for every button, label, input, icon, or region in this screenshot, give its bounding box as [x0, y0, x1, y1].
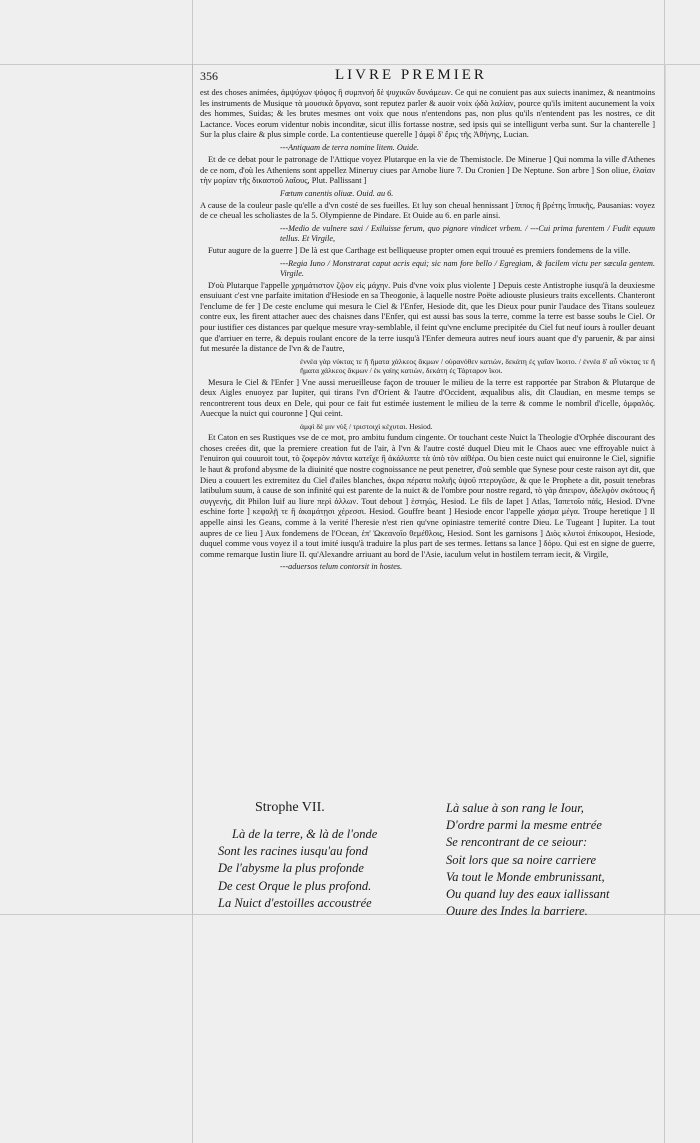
page-header	[200, 67, 658, 87]
paragraph: Et de ce debat pour le patronage de l'Attique voyez Plutarque en la vie de Themistocle. De Minerue ] Qui nomma la ville d'Athenes de ce nom, d'où les Atheniens sont appellez Mineruy ciues par Arnobe liure 7. Du Cronien ] De Neptune. Son arbre ] Son oliue, ἐλαίαν τὴν μορίαν τῆς δικαστοῦ λαΐους, Plut. Pallissant ]	[200, 154, 655, 186]
verse-line: Ouure des Indes la barriere.	[446, 904, 588, 919]
running-head: LIVRE PREMIER	[335, 67, 487, 83]
quotation: ---aduersos telum contorsit in hostes.	[280, 562, 403, 572]
verse-line: D'ordre parmi la mesme entrée	[446, 818, 602, 833]
paragraph: est des choses animées, ἀμψύχων ψόφος ἢ συμπνοή δὲ ψυχικῶν δυνάμεων. Ce qui ne conuient pas aux suiects inanimez, & neantmoins les instruments de Musique τὰ μουσικὰ ὄργανα, sont reputez parler & auoir voix ᾠδὰ λαλίαν, pource qu'ils imitent aucunement la voix des hommes, Suidas; & les brutes mesmes ont voix que nous n'entendons pas, non plus qu'ils n'entendent pas les nostres, ce dit Lactance. Voces eorum videntur nobis inconditæ, sicut illis fortasse nostræ, sed ipsis qui se intelligunt verba sunt. Sur la chanterelle ] Sur la plus claire & plus simple corde. La contentieuse querelle ] ἀμφὶ δ' ἔρις τῆς Ἀθήνης, Lucian.	[200, 88, 655, 140]
verse-line: De cest Orque le plus profond.	[218, 878, 372, 893]
verse-line: La Nuict d'estoilles accoustrée	[218, 895, 372, 910]
verse-line: Sont les racines iusqu'au fond	[218, 844, 368, 859]
paragraph: D'où Plutarque l'appelle χρημάτιστον ζῷον εἰς μάχην. Puis d'vne voix plus violente ] Depuis ceste Antistrophe iusqu'à la deuxiesme ensuiuant c'est vne parfaite imitation d'Hesiode en sa Theogonie, à laquelle nostre Poëte adiouste plusieurs traits excellents. Chanteront l'enclume de fer ] De ceste enclume qui mesura le Ciel & l'Enfer, Hesiode dit, que les Dieux pour punir l'audace des Titans souleuez contre eux, les firent attacher auec des chaisnes dans l'Enfer, qui est aussi bas sous la terre, comme la terre est basse soubs le Ciel. Or pour iustifier ces distances par quelque mesure vray-semblable, il feint qu'vne enclume precipitée du Ciel fut neuf iours à rouller deuant que d'arriuer en terre, & depuis roulant encore de la terre iusqu'à l'Enfer demeura autres neuf iours auant que d'y paruenir, & par ainsi fut mesurée la distance de l'vn & de l'autre,	[200, 280, 655, 354]
verse-line: Ou quand luy des eaux iallissant	[446, 887, 610, 902]
verse-line: Soit lors que sa noire carriere	[446, 852, 597, 867]
verse-line: Va tout le Monde embrunissant,	[446, 869, 605, 884]
verse-line: Là salue à son rang le Iour,	[446, 801, 584, 815]
quotation: ---Medio de vulnere saxi / Exiluisse ferum, quo pignore vindicet vrbem. / ---Cui prima furentem / Fudit equum tellus. Et Virgile,	[280, 223, 655, 243]
strophe-right-column	[446, 800, 656, 920]
paragraph: Futur augure de la guerre ] De là est que Carthage est belliqueuse propter omen equi trouué es premiers fondemens de la ville.	[208, 245, 631, 255]
commentary-text	[200, 88, 655, 773]
paragraph: Mesura le Ciel & l'Enfer ] Vne aussi merueilleuse façon de trouuer le milieu de la terre est rapportée par Strabon & Plutarque de deux Aigles enuoyez par Iupiter, qui tirans l'vn d'Orient & l'autre d'Occident, æqualibus alis, dit Claudian, en mesme temps se rencontrerent tous deux en Dele, qui pour ce fait fut estimée iustement le milieu de la terre & comme le nombril d'icelle, ὀμφαλός. Auecque la nuict qui couronne ] Qui ceint.	[200, 377, 655, 419]
strophe-title: Strophe VII.	[255, 800, 325, 815]
strophe-left-column	[205, 800, 430, 912]
greek-quotation: ἐννέα γὰρ νύκτας τε ἢ ἤματα χάλκεος ἄκμων / οὐρανόθεν κατιὼν, δεκάτη ἐς γαῖαν ἵκοιτο. / ἐννέα δ' αὖ νύκτας τε ἢ ἤματα χάλκεος ἄκμων / ἐκ γαίης κατιὼν, δεκάτη ἐς Τάρταρον ἵκοι.	[300, 356, 655, 376]
verse-line: Là de la terre, & là de l'onde	[232, 827, 378, 841]
quotation: ---Antiquam de terra nomine litem. Ouide.	[280, 142, 419, 152]
greek-quotation: ἀμφὶ δὲ μιν νὺξ / τριστοιχὶ κέχυται. Hesiod.	[300, 421, 433, 431]
quotation: ---Regia Iuno / Monstrarat caput acris equi; sic nam fore bello / Egregiam, & facilem victu per sæcula gentem. Virgile.	[280, 258, 655, 278]
verse-line: De l'abysme la plus profonde	[218, 861, 364, 876]
paragraph: Et Caton en ses Rustiques vse de ce mot, pro ambitu fundum cingente. Or touchant ceste Nuict la Theologie d'Orphée discourant des choses creées dit, que la premiere creation fut de l'air, à l'vn & l'autre costé duquel Dieu mit le Chaos auec vne effroyable nuict à l'enuiron qui couuroit tout, τὸ ζοφερὸν πάντα κατεῖχε ἢ ἀκάλυπτε τὰ ὑπὸ τὸν αἰθέρα. Ou bien ceste nuict qui enuironne le Ciel, signifie le haut & profond abysme de la diuinité que nostre cognoissance ne peut penetrer, d'où semble que Synese pour ceste raison ayt dit, que Dieu a couuert les extremitez du Ciel d'ailes blanches, ἀκρα πέρατα πολιῆς ὑψοῦ πτερυγῶσε, & que le Prophete a dit, posuit tenebras latibulum suum, à cause de son infinité qui est parente de la nuict & de l'ombre pour nostre regard, τὸ γὰρ ἄπειρον, ἀδελφὸν σκότους ἢ συγγενής, dit Philon Iuif au liure περὶ ἀλλων. Tout debout ] ἑστηώς, Hesiod. Le fils de Iapet ] Atlas, Ἰαπετοῖο πάϊς, Hesiod. D'vne eschine forte ] κεφαλῇ τε ἢ ἀκαμάτῃσι χέρεσσι. Hesiod. Gouffre beant ] Hesiode encor l'appelle χάσμα μέγα. Troupe heretique ] Il appelle ainsi les Geans, comme à la verité l'heresie n'est rien qu'vne opiniastre temerité contre Dieu. Le Tugeant ] Iupiter. La tout aupres de ce lieu ] Aux fondemens de l'Ocean, ἐπ' Ὠκεανοῖο θεμέθλοις, Hesiod. Sont les garnisons ] Διὸς κλυτοὶ ἐπίκουροι, Hesiode, duquel comme vous voyez il a tout imité iusqu'à traduire la plus part de ses termes. Iettans sa lance ] δόρυ. Qui est en signe de guerre, comme remarque Iustin liure II. qu'Alexandre arriuant au bord de l'Asie, iaculum velut in hostilem terram iecit, & Virgile,	[200, 433, 655, 559]
quotation: Fœtum canentis oliuæ. Ouid. au 6.	[280, 188, 394, 198]
verse-line: Se rencontrant de ce seiour:	[446, 835, 588, 850]
paragraph: A cause de la couleur pasle qu'elle a d'vn costé de ses fueilles. Et luy son cheual hennissant ] ἵππος ἢ βρέτης ἵππικῆς, Pausanias: voyez de ce cheual les scholiastes de la 5. Olympienne de Pindare. Et Ouide au 6. en parle ainsi.	[200, 200, 655, 221]
page-number: 356	[200, 69, 218, 83]
